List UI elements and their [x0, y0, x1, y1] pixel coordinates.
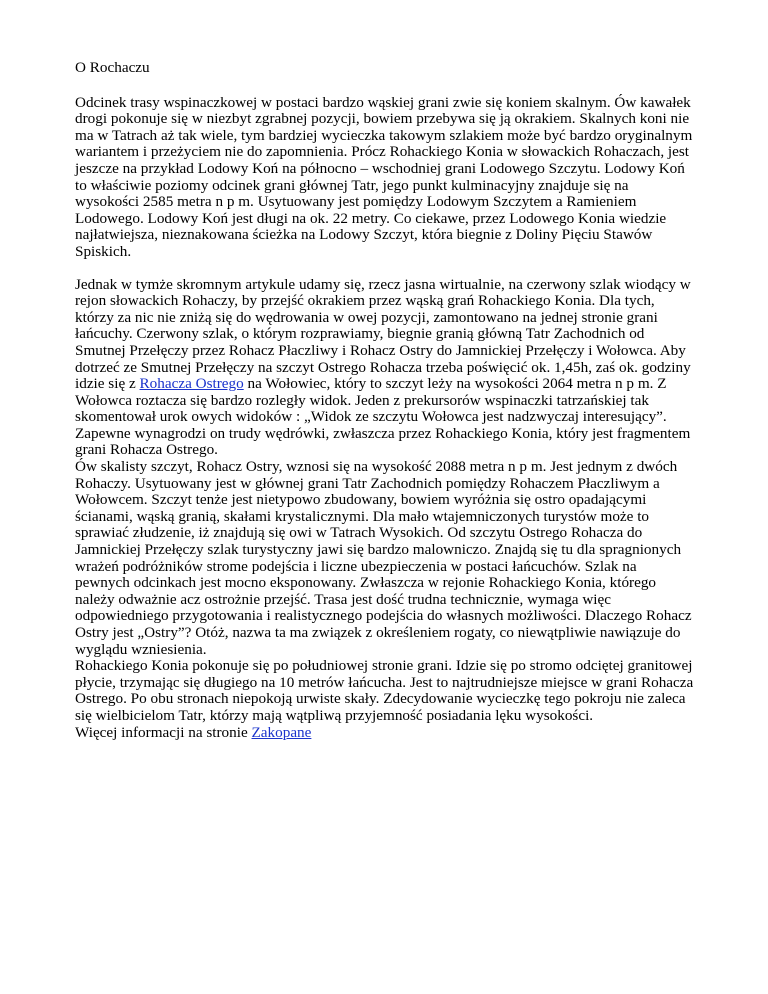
paragraph-rohacz-ostry: Ów skalisty szczyt, Rohacz Ostry, wznosi się na wysokość 2088 metra n p m. Jest jednym z dwóch Rohaczy. Usytuowany jest w głównej grani Tatr Zachodnich pomiędzy Rohaczem Płaczliwym a Wołowcem. Szczyt tenże jest nietypowo zbudowany, bowiem wyróżnia się ostro opadającymi ścianami, wąską granią, skałami krystalicznymi. Dla mało wtajemniczonych turystów może to sprawiać złudzenie, iż znajdują się owi w Tatrach Wysokich. Od szczytu Ostrego Rohacza do Jamnickiej Przełęczy szlak turystyczny jawi się bardzo malowniczo. Znajdą się tu dla spragnionych wrażeń podróżników strome podejścia i liczne ubezpieczenia w postaci łańcuchów. Szlak na pewnych odcinkach jest mocno eksponowany. Zwłaszcza w rejonie Rohackiego Konia, którego należy odważnie acz ostrożnie przejść. Trasa jest dość trudna technicznie, wymaga więc odpowiedniego przygotowania i realistycznego podejścia do własnych możliwości. Dlaczego Rohacz Ostry jest „Ostry”? Otóż, nazwa ta ma związek z określeniem rogaty, co niewątpliwie nawiązuje do wyglądu wzniesienia. — [75, 458, 692, 658]
paragraph-czerwony-szlak — [75, 277, 695, 460]
document-title: O Rochaczu — [75, 59, 150, 76]
paragraph-text: Jednak w tymże skromnym artykule udamy się, rzecz jasna wirtualnie, na czerwony szlak wiodący w rejon słowackich Rohaczy, by przejść okrakiem przez wąską grań Rohackiego Konia. Dla tych, którzy za nic nie zniżą się do wędrowania w owej pozycji, zamontowano na jednej stronie grani łańcuchy. Czerwony szlak, o którym rozprawiamy, biegnie granią główną Tatr Zachodnich od Smutnej Przełęczy przez Rohacz Płaczliwy i Rohacz Ostry do Jamnickiej Przełęczy i Wołowca. Aby dotrzeć ze Smutnej Przełęczy na szczyt Ostrego Rohacza trzeba poświęcić ok. 1,45h, zaś ok. godziny idzie się z — [75, 275, 691, 393]
link-rohacza-ostrego[interactable]: Rohacza Ostrego — [139, 375, 244, 393]
paragraph-rohacki-kon: Rohackiego Konia pokonuje się po południowej stronie grani. Idzie się po stromo odciętej granitowej płycie, trzymając się długiego na 10 metrów łańcucha. Jest to najtrudniejsze miejsce w grani Rohacza Ostrego. Po obu stronach niepokoją urwiste skały. Zdecydowanie wycieczkę tego pokroju nie zaleca się wielbicielom Tatr, którzy mają wątpliwą przyjemność posiadania lęku wysokości. — [75, 657, 694, 724]
paragraph-skalny-kon: Odcinek trasy wspinaczkowej w postaci bardzo wąskiej grani zwie się koniem skalnym. Ów kawałek drogi pokonuje się w niezbyt zgrabnej pozycji, bowiem przebywa się ją okrakiem. Skalnych koni nie ma w Tatrach aż tak wiele, tym bardziej wycieczka takowym szlakiem może być bardzo oryginalnym wariantem i przeżyciem nie do zapomnienia. Prócz Rohackiego Konia w słowackich Rohaczach, jest jeszcze na przykład Lodowy Koń na północno – wschodniej grani Lodowego Szczytu. Lodowy Koń to właściwie poziomy odcinek grani głównej Tatr, jego punkt kulminacyjny znajduje się na wysokości 2585 metra n p m. Usytuowany jest pomiędzy Lodowym Szczytem a Ramieniem Lodowego. Lodowy Koń jest długi na ok. 22 metry. Co ciekawe, przez Lodowego Konia wiedzie najłatwiejsza, nieznakowana ścieżka na Lodowy Szczyt, która biegnie z Doliny Pięciu Stawów Spiskich. — [75, 93, 693, 260]
link-zakopane[interactable]: Zakopane — [251, 723, 312, 741]
paragraph-text: na Wołowiec, który to szczyt leży na wysokości 2064 metra n p m. Z Wołowca roztacza się bardzo rozległy widok. Jeden z prekursorów wspinaczki tatrzańskiej tak skomentował urok owych widoków : „Widok ze szczytu Wołowca jest nadzwyczaj interesujący”. Zapewne wynagrodzi on trudy wędrówki, zwłaszcza przez Rohackiego Konia, który jest fragmentem grani Rohacza Ostrego. — [75, 375, 691, 459]
paragraph-more-info — [75, 725, 695, 742]
document-body — [75, 60, 695, 741]
paragraph-text: Więcej informacji na stronie — [75, 723, 252, 741]
